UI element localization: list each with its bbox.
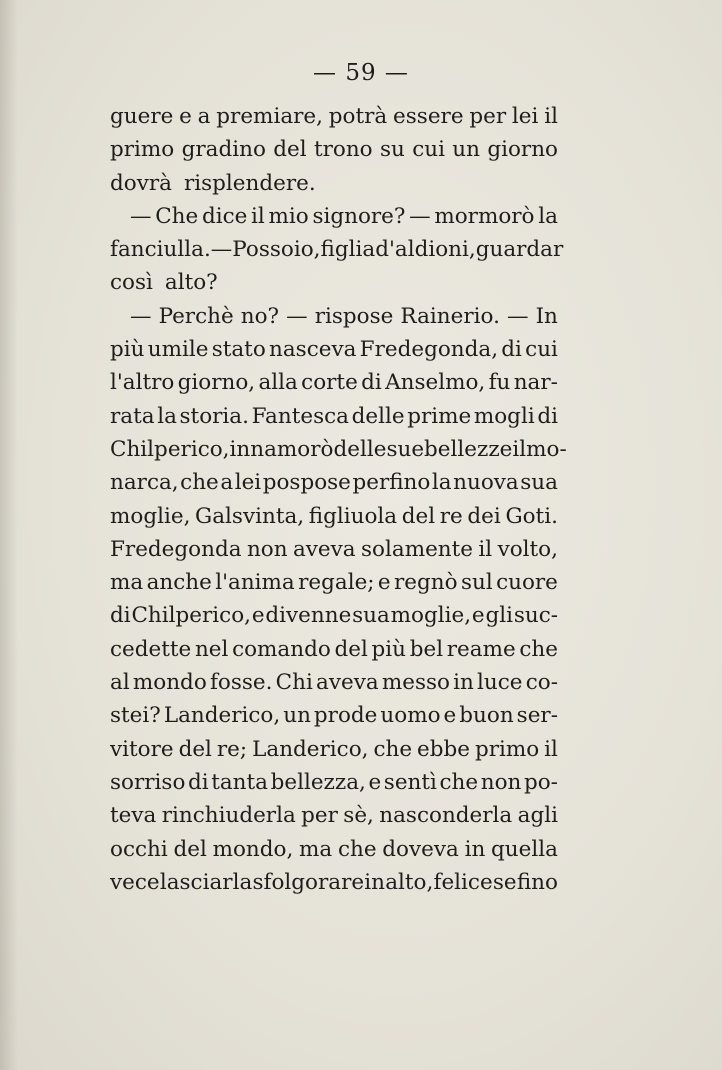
word: che (337, 836, 377, 862)
word: divenne (265, 603, 352, 629)
word: re; (216, 736, 248, 762)
text-line (110, 366, 558, 399)
word: mogli (473, 403, 535, 429)
word: sul (460, 570, 493, 596)
word: guere (110, 104, 174, 129)
word: mo- (526, 436, 567, 462)
text-line (110, 666, 558, 699)
word: e (443, 703, 457, 729)
word: suc- (513, 603, 558, 629)
word: lasciarla (159, 869, 253, 895)
word: trono (313, 137, 373, 163)
text-line (110, 799, 558, 832)
word: tanta (211, 769, 268, 795)
word: ma (110, 570, 144, 596)
text-line (110, 266, 558, 299)
word: Chilperico, (110, 436, 230, 462)
word: fino (516, 869, 558, 895)
word: di (187, 769, 209, 795)
word: non (480, 769, 522, 795)
word: perfino (352, 470, 431, 496)
word: moglie, (390, 603, 472, 629)
word: dei (467, 503, 501, 529)
word: e (377, 570, 391, 596)
word: narca, (110, 470, 179, 496)
word: che (439, 769, 479, 795)
word: — (130, 303, 152, 329)
word: no? (240, 303, 280, 329)
word: gradino (181, 137, 266, 163)
word: felice (433, 869, 493, 895)
word: in (453, 670, 474, 696)
word: Chilperico, (131, 603, 251, 629)
word: In (535, 303, 558, 329)
word: che (519, 636, 558, 662)
word: Anselmo, (385, 370, 486, 396)
word: e (368, 769, 382, 795)
word: giorno, (177, 370, 256, 396)
word: Rainerio. (400, 303, 500, 329)
word: il (478, 536, 493, 562)
word: — (507, 303, 529, 329)
word: po- (523, 769, 558, 795)
text-line (110, 733, 558, 766)
text-line (110, 333, 558, 366)
word: del (334, 636, 368, 662)
word: nuova (453, 470, 519, 496)
word: potrà (328, 104, 388, 129)
word: rispose (314, 303, 394, 329)
word: Fredegonda, (359, 337, 499, 363)
word: su (379, 137, 405, 163)
text-line (110, 566, 558, 599)
word: umile (147, 337, 209, 363)
word: reame (446, 636, 516, 662)
word: sè, (343, 803, 374, 829)
word: — (409, 203, 431, 229)
word: per (469, 104, 507, 129)
word: Perchè (158, 303, 234, 329)
word: l'altro (110, 370, 175, 396)
word: nel (194, 636, 229, 662)
page-number: — 59 — (313, 60, 409, 86)
word: volto, (497, 536, 558, 562)
text-line (110, 400, 558, 433)
word: un (452, 137, 480, 163)
word: in (364, 869, 385, 895)
word: del (273, 137, 307, 163)
word: Fredegonda (110, 536, 242, 562)
word: del (401, 503, 436, 529)
word: bel (409, 636, 444, 662)
word: gli (485, 603, 513, 629)
word: bellezza, (270, 769, 366, 795)
word: sua (352, 603, 390, 629)
word: dovrà (110, 170, 172, 196)
word: buon (459, 703, 514, 729)
word: — (130, 203, 152, 229)
word: e (251, 603, 265, 629)
word: dice (201, 203, 248, 229)
word: il (251, 203, 265, 229)
word: il (544, 736, 558, 762)
text-line (110, 433, 567, 466)
word: io, (293, 237, 321, 263)
word: del (173, 836, 207, 862)
word: pospose (262, 470, 351, 496)
word: vece (110, 869, 160, 895)
word: vitore (110, 736, 174, 762)
word: che (180, 470, 219, 496)
word: che (373, 736, 413, 762)
word: cedette (110, 636, 192, 662)
word: sfolgorare (252, 869, 365, 895)
word: figliuola (308, 503, 398, 529)
word: — (286, 303, 308, 329)
word: Landerico, (252, 736, 369, 762)
word: Che (155, 203, 199, 229)
text-line (110, 633, 558, 666)
word: guardar (475, 237, 564, 263)
word: occhi (110, 836, 168, 862)
word: messo (381, 670, 450, 696)
text-line (110, 167, 558, 200)
word: Posso (232, 237, 294, 263)
word: comando (232, 636, 331, 662)
word: nasconderla (379, 803, 513, 829)
word: aveva (316, 670, 379, 696)
text-line (110, 533, 558, 566)
word: teva (110, 803, 157, 829)
word: sua (520, 470, 558, 496)
text-line (110, 466, 558, 499)
word: prime (407, 403, 472, 429)
word: l'anima (215, 570, 295, 596)
word: nasceva (269, 337, 357, 363)
text-line (110, 866, 558, 899)
gutter-shadow (0, 0, 18, 1070)
word: mondo, (212, 836, 294, 862)
word: sorriso (110, 769, 186, 795)
text-line (110, 699, 558, 732)
word: sue (386, 436, 425, 462)
word: figlia (320, 237, 376, 263)
word: lei (511, 104, 539, 129)
word: uomo (380, 703, 441, 729)
word: mondo (132, 670, 207, 696)
word: la (538, 203, 558, 229)
word: lei (234, 470, 262, 496)
word: d'aldioni, (375, 237, 476, 263)
word: risplendere. (183, 170, 316, 196)
word: mormorò (434, 203, 535, 229)
word: la (157, 403, 177, 429)
text-line (110, 100, 558, 133)
word: anche (146, 570, 212, 596)
word: delle (333, 436, 387, 462)
word: rata (110, 403, 155, 429)
word: fanciulla. (110, 237, 211, 263)
word: la (431, 470, 452, 496)
word: non (246, 536, 288, 562)
word: primo (110, 137, 175, 163)
word: il (512, 436, 527, 462)
word: cuore (496, 570, 558, 596)
word: cui (412, 137, 445, 163)
word: un (283, 703, 311, 729)
word: agli (517, 803, 558, 829)
word: doveva (382, 836, 459, 862)
word: fosse. (209, 670, 273, 696)
word: più (110, 337, 145, 363)
word: alto? (164, 270, 218, 296)
word: e (179, 104, 192, 129)
word: innamorò (229, 436, 334, 462)
word: alto, (385, 869, 434, 895)
word: Landerico, (163, 703, 281, 729)
word: fu (488, 370, 511, 396)
word: e (471, 603, 485, 629)
text-line (110, 599, 558, 632)
word: se (492, 869, 517, 895)
word: a (220, 470, 234, 496)
word: sentì (383, 769, 437, 795)
text-line (110, 200, 558, 233)
word: Goti. (505, 503, 558, 529)
word: alla (258, 370, 298, 396)
word: luce (477, 670, 523, 696)
word: — (210, 237, 233, 263)
word: così (110, 270, 153, 296)
word: re (439, 503, 463, 529)
word: ebbe (417, 736, 471, 762)
word: solamente (361, 536, 474, 562)
word: Galsvinta, (195, 503, 305, 529)
word: essere (393, 104, 464, 129)
word: di (501, 337, 522, 363)
word: rinchiuderla (161, 803, 296, 829)
word: primo (474, 736, 540, 762)
word: mio (268, 203, 309, 229)
text-line (110, 133, 558, 166)
word: corte (301, 370, 358, 396)
word: delle (351, 403, 405, 429)
word: prode (313, 703, 378, 729)
word: quella (491, 836, 558, 862)
word: giorno (487, 137, 558, 163)
word: più (371, 636, 407, 662)
word: di (361, 370, 382, 396)
word: di (110, 603, 131, 629)
word: stei? (110, 703, 161, 729)
word: in (464, 836, 486, 862)
word: regnò (394, 570, 458, 596)
text-line (110, 233, 564, 266)
word: del (178, 736, 212, 762)
word: premiare, (216, 104, 323, 129)
word: per (301, 803, 338, 829)
word: cui (525, 337, 558, 363)
word: ser- (516, 703, 558, 729)
word: co- (525, 670, 558, 696)
word: di (537, 403, 558, 429)
word: a (197, 104, 211, 129)
word: Fantesca (251, 403, 349, 429)
word: signore? (312, 203, 406, 229)
word: Chi (275, 670, 313, 696)
word: ma (299, 836, 333, 862)
body-text (110, 100, 567, 899)
text-line (110, 500, 558, 533)
word: aveva (292, 536, 356, 562)
text-line (110, 833, 558, 866)
text-line (110, 766, 558, 799)
word: nar- (513, 370, 558, 396)
word: bellezze (424, 436, 513, 462)
word: al (110, 670, 130, 696)
word: storia. (179, 403, 249, 429)
word: regale; (298, 570, 375, 596)
text-line (110, 300, 558, 333)
word: moglie, (110, 503, 191, 529)
word: il (544, 104, 558, 129)
word: stato (211, 337, 266, 363)
